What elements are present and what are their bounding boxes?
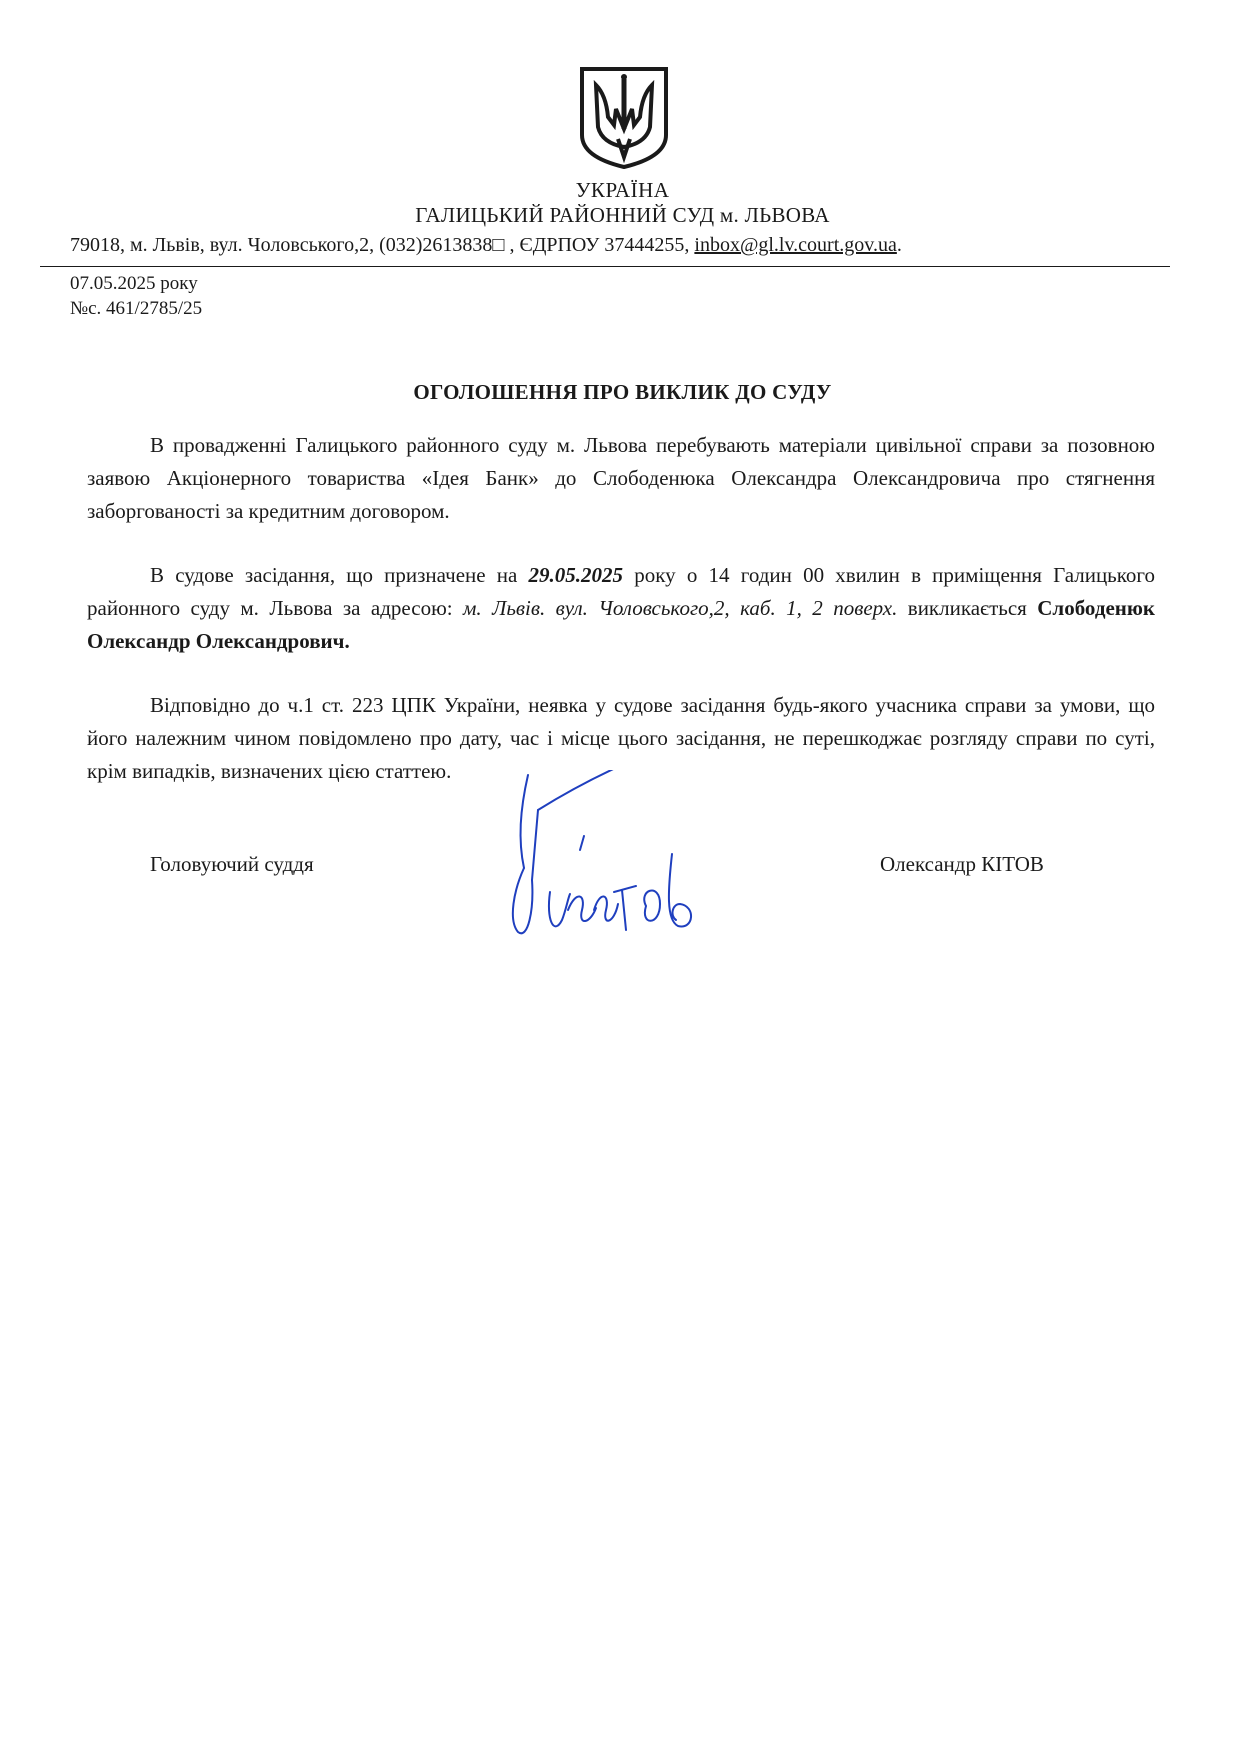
- judge-name: Олександр КІТОВ: [880, 852, 1044, 876]
- country-name: УКРАЇНА: [575, 178, 670, 202]
- court-address-end: .: [896, 234, 902, 256]
- summons-text-2: року о 14 годин 00 хвилин в приміщення Галицького районного суду м. Львова за адресою:: [87, 563, 1155, 620]
- summons-text-3: викликається: [897, 596, 1038, 620]
- court-email-link[interactable]: inbox@gl.lv.court.gov.ua: [694, 234, 897, 256]
- judge-signature: [510, 770, 740, 950]
- judge-role: Головуючий суддя: [150, 852, 314, 876]
- court-name: ГАЛИЦЬКИЙ РАЙОННИЙ СУД м. ЛЬВОВА: [415, 203, 830, 227]
- coat-of-arms-icon: [578, 65, 670, 171]
- document-title: ОГОЛОШЕННЯ ПРО ВИКЛИК ДО СУДУ: [413, 380, 832, 404]
- paragraph-legal-note-text: Відповідно до ч.1 ст. 223 ЦПК України, неявка у судове засідання будь-якого учасника справи за умови, що його належним чином повідомлено про дату, час і місце цього засідання, не перешкоджає розгляду справи по суті, крім випадків, визначених цією статтею.: [87, 693, 1155, 783]
- hearing-date: 29.05.2025: [528, 563, 624, 587]
- hearing-address: м. Львів. вул. Чоловського,2, каб. 1, 2 поверх.: [463, 596, 898, 620]
- paragraph-proceedings-text: В провадженні Галицького районного суду м. Львова перебувають матеріали цивільної справи за позовною заявою Акціонерного товариства «Ідея Банк» до Слободенюка Олександра Олександровича про стягнення заборгованості за кредитним договором.: [87, 433, 1155, 523]
- document-date: 07.05.2025 року: [70, 273, 198, 294]
- defendant-name: Слободенюк Олександр Олександрович.: [87, 596, 1156, 653]
- court-address-text: 79018, м. Львів, вул. Чоловського,2, (032)2613838□ , ЄДРПОУ 37444255,: [70, 234, 695, 256]
- summons-text-1: В судове засідання, що призначене на: [150, 563, 529, 587]
- paragraph-summons: [87, 559, 1155, 658]
- paragraph-proceedings: [87, 429, 1155, 528]
- court-address: [70, 234, 1170, 257]
- header-divider: [40, 266, 1170, 267]
- case-number: №с. 461/2785/25: [70, 298, 203, 319]
